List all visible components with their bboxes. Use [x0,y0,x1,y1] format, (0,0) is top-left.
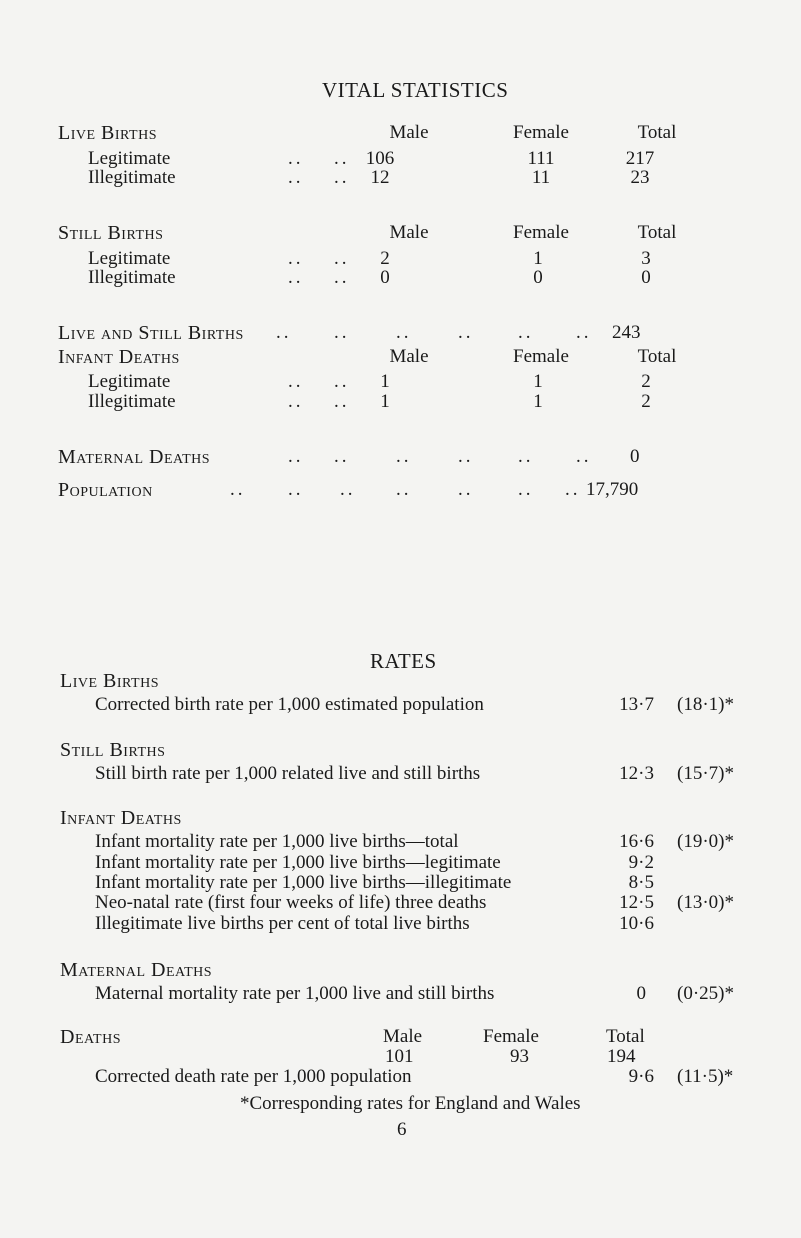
rate-value: 16·6 [619,831,654,852]
section-heading: Live and Still Births [58,322,244,344]
dot-leader: .. [334,267,350,288]
deaths-female: 93 [510,1046,529,1067]
cell-female: 1 [533,248,543,269]
rate-label: Still birth rate per 1,000 related live and still births [95,763,481,784]
col-header-total: Total [637,222,677,243]
national-rate: (13·0)* [677,892,734,913]
row-label: Illegitimate [88,167,176,188]
section-heading: Still Births [60,739,166,761]
col-header-total: Total [606,1026,645,1047]
dot-leader: .. [276,322,292,343]
cell-female: 0 [533,267,543,288]
rate-value: 13·7 [619,694,654,715]
footnote: *Corresponding rates for England and Wales [240,1093,581,1114]
dot-leader: .. [458,479,474,500]
cell-total: 2 [641,371,651,392]
cell-total: 217 [625,148,655,169]
dot-leader: .. [288,167,304,188]
section-heading: Deaths [60,1026,122,1048]
dot-leader: .. [288,148,304,169]
dot-leader: .. [230,479,246,500]
col-header-male: Male [389,346,429,367]
rate-value: 10·6 [619,913,654,934]
cell-male: 1 [380,391,390,412]
dot-leader: .. [396,479,412,500]
col-header-total: Total [637,346,677,367]
rate-value: 0 [636,983,646,1004]
national-rate: (19·0)* [677,831,734,852]
dot-leader: .. [334,148,350,169]
rate-label: Neo-natal rate (first four weeks of life) three deaths [95,892,487,913]
dot-leader: .. [288,391,304,412]
dot-leader: .. [518,479,534,500]
section-heading: Maternal Deaths [60,959,213,981]
cell-total: 2 [641,391,651,412]
rate-label: Maternal mortality rate per 1,000 live and still births [95,983,495,1004]
dot-leader: .. [576,322,592,343]
dot-leader: .. [334,322,350,343]
row-label: Legitimate [88,371,171,392]
col-header-female: Female [513,122,569,143]
col-header-male: Male [389,222,429,243]
dot-leader: .. [458,446,474,467]
col-header-female: Female [483,1026,539,1047]
col-header-female: Female [513,346,569,367]
dot-leader: .. [334,446,350,467]
dot-leader: .. [334,248,350,269]
deaths-male: 101 [385,1046,414,1067]
dot-leader: .. [396,322,412,343]
dot-leader: .. [334,391,350,412]
dot-leader: .. [518,322,534,343]
section-heading: Maternal Deaths [58,446,211,468]
dot-leader: .. [288,479,304,500]
cell-male: 106 [365,148,395,169]
rate-value: 12·3 [619,763,654,784]
dot-leader: .. [288,371,304,392]
national-rate: (0·25)* [677,983,734,1004]
rate-value: 9·2 [628,852,654,873]
dot-leader: .. [576,446,592,467]
section-heading: Population [58,479,153,501]
cell-female: 1 [533,371,543,392]
dot-leader: .. [334,167,350,188]
cell-total: 17,790 [586,479,639,500]
cell-male: 12 [370,167,390,188]
row-label: Legitimate [88,148,171,169]
rate-label: Infant mortality rate per 1,000 live births—illegitimate [95,872,512,893]
row-label: Illegitimate [88,391,176,412]
cell-total: 23 [630,167,650,188]
dot-leader: .. [288,248,304,269]
rate-label: Corrected death rate per 1,000 population [95,1066,412,1087]
col-header-male: Male [383,1026,423,1047]
rate-label: Corrected birth rate per 1,000 estimated population [95,694,484,715]
cell-total: 3 [641,248,651,269]
dot-leader: .. [396,446,412,467]
page-title: VITAL STATISTICS [322,78,509,102]
deaths-total: 194 [607,1046,636,1067]
col-header-female: Female [513,222,569,243]
dot-leader: .. [458,322,474,343]
row-label: Legitimate [88,248,171,269]
rate-value: 9·6 [628,1066,654,1087]
rate-label: Infant mortality rate per 1,000 live births—legitimate [95,852,501,873]
national-rate: (18·1)* [677,694,734,715]
national-rate: (11·5)* [677,1066,734,1087]
rate-label: Infant mortality rate per 1,000 live births—total [95,831,459,852]
cell-total: 0 [630,446,640,467]
dot-leader: .. [334,371,350,392]
dot-leader: .. [288,446,304,467]
col-header-total: Total [637,122,677,143]
section-heading: Live Births [60,670,159,692]
national-rate: (15·7)* [677,763,734,784]
dot-leader: .. [340,479,356,500]
section-heading: Live Births [58,122,157,144]
rate-label: Illegitimate live births per cent of total live births [95,913,470,934]
cell-female: 11 [531,167,551,188]
rate-value: 12·5 [619,892,654,913]
page-number: 6 [397,1119,407,1140]
row-label: Illegitimate [88,267,176,288]
dot-leader: .. [288,267,304,288]
rates-title: RATES [370,649,437,673]
dot-leader: .. [565,479,581,500]
cell-female: 1 [533,391,543,412]
rate-value: 8·5 [628,872,654,893]
dot-leader: .. [518,446,534,467]
cell-female: 111 [527,148,555,169]
cell-male: 2 [380,248,390,269]
section-heading: Infant Deaths [60,807,182,829]
section-heading: Still Births [58,222,164,244]
col-header-male: Male [389,122,429,143]
cell-total: 0 [641,267,651,288]
cell-male: 0 [380,267,390,288]
section-heading: Infant Deaths [58,346,180,368]
cell-total: 243 [612,322,641,343]
cell-male: 1 [380,371,390,392]
